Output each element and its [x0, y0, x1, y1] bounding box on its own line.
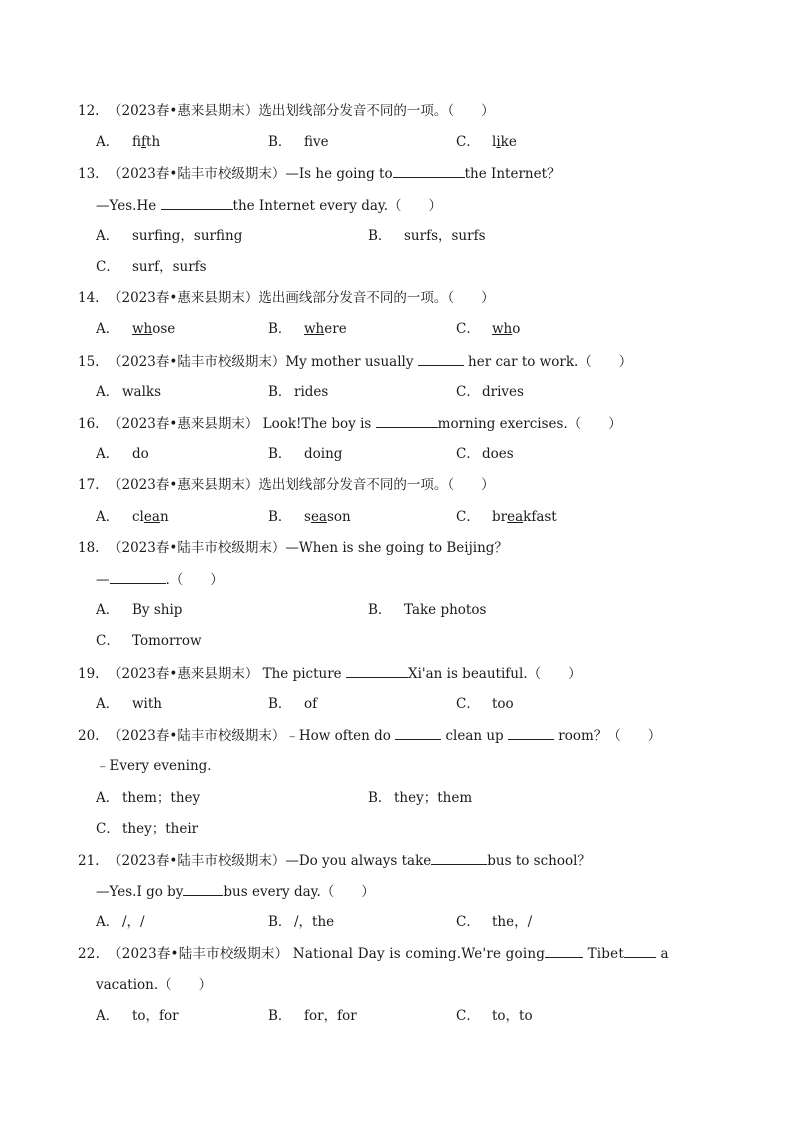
option-text: ke	[500, 134, 517, 150]
option-b[interactable]	[268, 695, 317, 713]
question-number: 12.	[78, 103, 100, 119]
option-label: C．	[96, 259, 120, 275]
question-text: （2023春•惠来县期末） Look!The boy is	[108, 416, 376, 432]
option-text: them；they	[122, 790, 201, 806]
question-text: （2023春•惠来县期末）选出画线部分发音不同的一项。（ ）	[108, 290, 495, 306]
option-text: surfs，surfs	[404, 228, 486, 244]
option-text: By ship	[132, 602, 183, 618]
option-text: ve	[313, 134, 329, 150]
option-text: drives	[482, 384, 524, 400]
option-c[interactable]	[456, 445, 514, 463]
option-text: ere	[324, 321, 347, 337]
answer-blank[interactable]	[545, 944, 583, 958]
question-text: —Yes.I go by	[96, 884, 184, 900]
underlined-part: ea	[507, 509, 524, 525]
question-18-line-2	[96, 570, 224, 589]
question-18	[78, 539, 508, 557]
question-number: 16.	[78, 416, 100, 432]
option-a[interactable]	[96, 1007, 179, 1025]
question-text: clean up	[441, 728, 508, 744]
option-label: B．	[268, 446, 292, 462]
option-label: B．	[368, 228, 392, 244]
answer-blank[interactable]	[431, 851, 487, 865]
option-a[interactable]	[96, 508, 169, 526]
option-c[interactable]	[456, 133, 517, 151]
option-label: B．	[368, 790, 392, 806]
question-text: ﹣Every evening.	[96, 758, 212, 774]
option-a[interactable]	[96, 445, 149, 463]
question-text: （2023春•陆丰市校级期末）—Is he going to	[108, 166, 393, 182]
question-16	[78, 414, 622, 433]
question-20-line-2	[96, 757, 212, 775]
question-17	[78, 476, 495, 494]
question-text: vacation.（ ）	[96, 977, 213, 993]
underlined-part: wh	[132, 321, 153, 337]
option-b[interactable]	[268, 445, 342, 463]
option-c[interactable]	[96, 632, 202, 650]
answer-blank[interactable]	[395, 726, 441, 740]
option-b[interactable]	[268, 383, 328, 401]
question-text: （2023春•陆丰市校级期末）﹣How often do	[108, 728, 396, 744]
option-text: Tomorrow	[132, 633, 202, 649]
option-label: B．	[268, 321, 292, 337]
option-label: A．	[96, 321, 120, 337]
option-c[interactable]	[456, 508, 557, 526]
question-21	[78, 851, 591, 870]
option-label: B．	[268, 1008, 292, 1024]
option-text: Take photos	[404, 602, 487, 618]
question-number: 21.	[78, 853, 100, 869]
question-number: 15.	[78, 354, 100, 370]
question-number: 19.	[78, 666, 100, 682]
answer-blank[interactable]	[508, 726, 554, 740]
option-text: f	[304, 134, 314, 150]
option-text: they；their	[122, 821, 199, 837]
option-b[interactable]	[268, 508, 351, 526]
option-label: A．	[96, 446, 120, 462]
option-text: surfing，surfing	[132, 228, 243, 244]
option-label: B．	[268, 384, 292, 400]
option-label: A．	[96, 602, 120, 618]
question-text: （2023春•惠来县期末）选出划线部分发音不同的一项。（ ）	[108, 477, 495, 493]
question-text: the Internet？	[464, 166, 561, 182]
question-text: morning exercises.（ ）	[437, 416, 622, 432]
option-text: with	[132, 696, 162, 712]
answer-blank[interactable]	[346, 664, 408, 678]
question-text: （2023春•陆丰市校级期末）—Do you always take	[108, 853, 432, 869]
question-19	[78, 664, 582, 683]
answer-blank[interactable]	[110, 570, 166, 584]
answer-blank[interactable]	[393, 164, 465, 178]
question-14	[78, 289, 495, 307]
option-text: ose	[152, 321, 176, 337]
answer-blank[interactable]	[376, 414, 438, 428]
question-text: Xi'an is beautiful.（ ）	[407, 666, 582, 682]
question-text: bus to school？	[487, 853, 591, 869]
question-22	[78, 944, 669, 963]
option-b[interactable]	[268, 1007, 357, 1025]
option-text: /，the	[294, 914, 335, 930]
option-label: A．	[96, 790, 120, 806]
question-text: （2023春•惠来县期末）选出划线部分发音不同的一项。（ ）	[108, 103, 495, 119]
option-c[interactable]	[456, 383, 524, 401]
option-c[interactable]	[96, 820, 198, 838]
question-number: 18.	[78, 540, 100, 556]
option-text: kfast	[523, 509, 557, 525]
question-text: （2023春•陆丰市校级期末） National Day is coming.We're going	[108, 946, 546, 962]
underlined-part: wh	[492, 321, 513, 337]
option-label: C．	[456, 1008, 480, 1024]
question-text: Tibet	[583, 946, 624, 962]
option-text: does	[482, 446, 514, 462]
answer-blank[interactable]	[183, 882, 223, 896]
option-text: they；them	[394, 790, 473, 806]
question-13	[78, 164, 561, 183]
question-text: room？（ ）	[553, 728, 662, 744]
option-label: A．	[96, 228, 120, 244]
question-number: 14.	[78, 290, 100, 306]
option-c[interactable]	[456, 695, 514, 713]
question-number: 22.	[78, 946, 101, 962]
option-text: n	[159, 509, 169, 525]
option-label: B．	[368, 602, 392, 618]
option-text: walks	[122, 384, 162, 400]
option-a[interactable]	[96, 913, 145, 931]
question-13-line-2	[96, 196, 442, 215]
option-text: o	[512, 321, 521, 337]
option-text: /，/	[122, 914, 145, 930]
option-text: to，for	[132, 1008, 179, 1024]
option-label: A．	[96, 914, 120, 930]
question-number: 17.	[78, 477, 100, 493]
option-text: l	[492, 134, 497, 150]
option-a[interactable]	[96, 695, 162, 713]
option-label: A．	[96, 509, 120, 525]
underlined-part: ea	[310, 509, 327, 525]
option-text: s	[304, 509, 311, 525]
option-a[interactable]	[96, 601, 182, 619]
underlined-part: f	[141, 134, 147, 150]
option-c[interactable]	[456, 913, 532, 931]
question-text: —Yes.He	[96, 198, 161, 214]
option-label: C．	[96, 821, 120, 837]
option-text: cl	[132, 509, 144, 525]
option-text: fi	[132, 134, 142, 150]
question-text: bus every day.（ ）	[223, 884, 375, 900]
option-label: B．	[268, 914, 292, 930]
underlined-part: ea	[143, 509, 160, 525]
option-label: C．	[456, 914, 480, 930]
option-text: br	[492, 509, 508, 525]
question-text: a	[655, 946, 669, 962]
question-text: her car to work.（ ）	[463, 354, 633, 370]
option-label: A．	[96, 1008, 120, 1024]
option-label: C．	[456, 446, 480, 462]
option-text: th	[146, 134, 161, 150]
option-b[interactable]	[268, 133, 329, 151]
question-number: 13.	[78, 166, 100, 182]
option-text: for，for	[304, 1008, 357, 1024]
answer-blank[interactable]	[161, 196, 233, 210]
question-22-line-2	[96, 976, 212, 994]
option-label: A．	[96, 134, 120, 150]
option-label: C．	[456, 134, 480, 150]
option-a[interactable]	[96, 227, 242, 245]
option-text: too	[492, 696, 514, 712]
option-label: C．	[456, 509, 480, 525]
option-label: C．	[456, 321, 480, 337]
option-label: A．	[96, 696, 120, 712]
answer-blank[interactable]	[624, 944, 656, 958]
question-text: （2023春•陆丰市校级期末）—When is she going to Beijing？	[108, 540, 508, 556]
question-21-line-2	[96, 882, 375, 901]
question-text: the Internet every day.（ ）	[232, 198, 443, 214]
answer-blank[interactable]	[418, 352, 464, 366]
option-text: to，to	[492, 1008, 533, 1024]
underlined-part: wh	[304, 321, 325, 337]
option-a[interactable]	[96, 320, 175, 338]
option-c[interactable]	[456, 320, 520, 338]
question-text: （2023春•惠来县期末） The picture	[108, 666, 346, 682]
question-text: （2023春•陆丰市校级期末）My mother usually	[108, 354, 418, 370]
option-a[interactable]	[96, 383, 161, 401]
option-a[interactable]	[96, 789, 200, 807]
question-20	[78, 726, 661, 745]
question-15	[78, 352, 632, 371]
option-b[interactable]	[268, 320, 347, 338]
question-text: .（ ）	[165, 572, 224, 588]
option-text: do	[132, 446, 149, 462]
option-text: rides	[294, 384, 329, 400]
option-c[interactable]	[456, 1007, 533, 1025]
option-b[interactable]	[268, 913, 334, 931]
option-text: of	[304, 696, 318, 712]
question-text: —	[96, 572, 110, 588]
option-c[interactable]	[96, 258, 207, 276]
option-text: surf，surfs	[132, 259, 207, 275]
option-label: C．	[456, 696, 480, 712]
option-label: B．	[268, 134, 292, 150]
option-label: C．	[456, 384, 480, 400]
option-label: C．	[96, 633, 120, 649]
question-number: 20.	[78, 728, 100, 744]
option-text: doing	[304, 446, 343, 462]
option-b[interactable]	[368, 789, 472, 807]
option-b[interactable]	[368, 601, 486, 619]
question-12	[78, 102, 495, 120]
option-label: A．	[96, 384, 120, 400]
underlined-part: i	[496, 134, 501, 150]
option-a[interactable]	[96, 133, 160, 151]
option-text: the，/	[492, 914, 533, 930]
option-b[interactable]	[368, 227, 486, 245]
option-label: B．	[268, 696, 292, 712]
option-label: B．	[268, 509, 292, 525]
option-text: son	[326, 509, 351, 525]
